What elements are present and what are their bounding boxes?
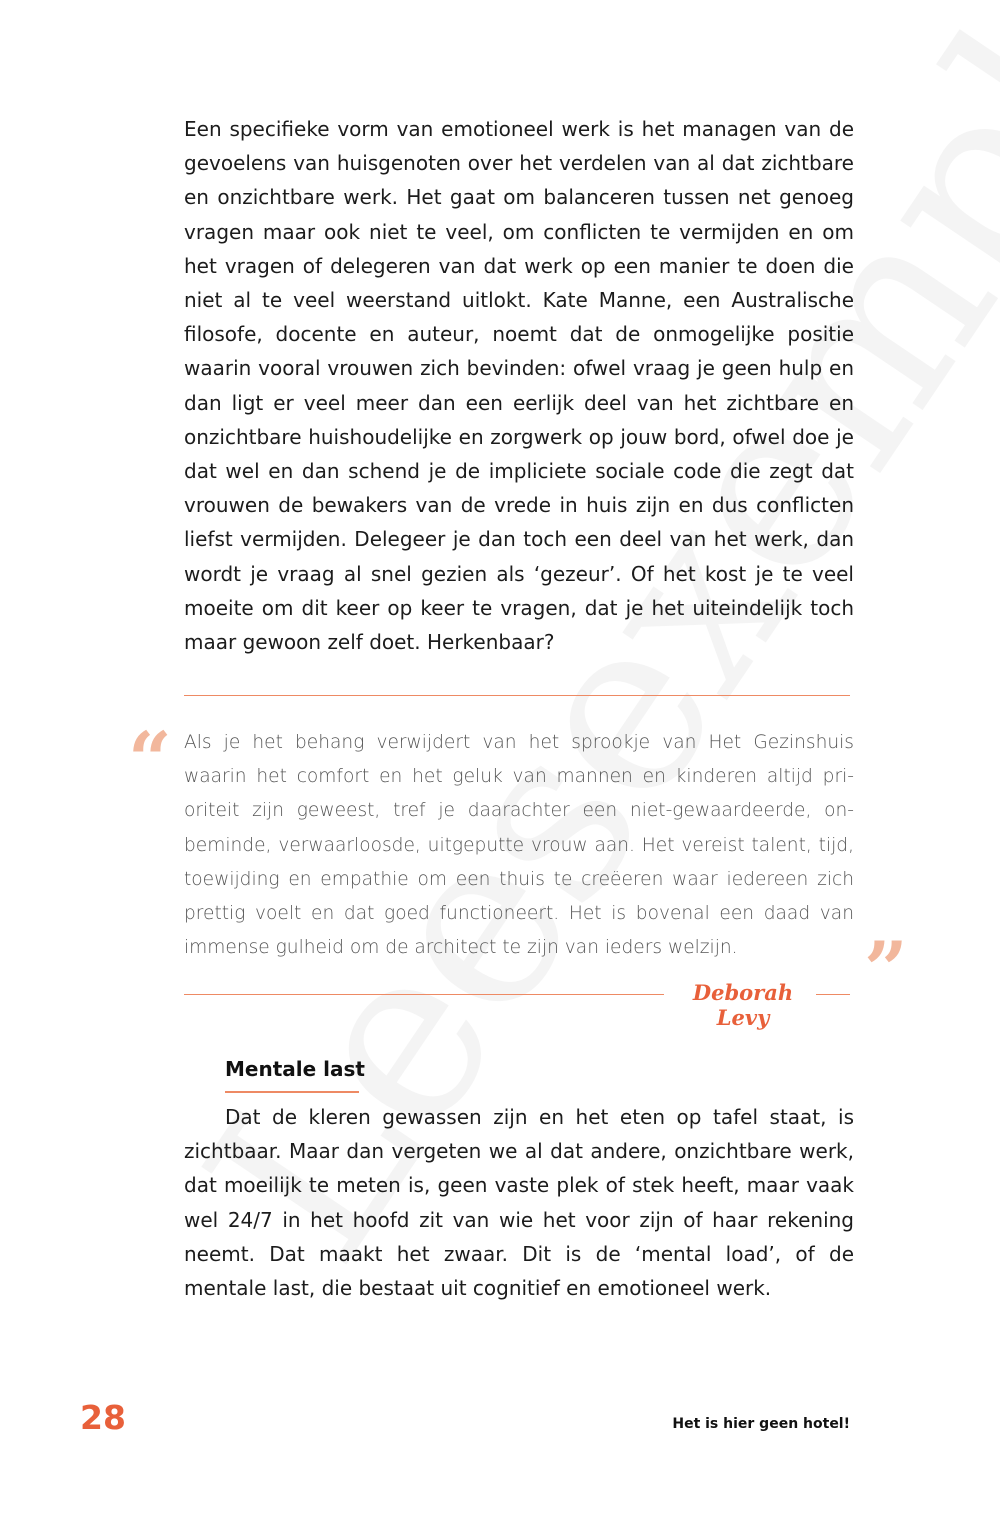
page-number: 28 [80, 1398, 126, 1437]
body-paragraph-1: Een specifieke vorm van emotioneel werk is het managen van de gevoelens van huisgenoten over het verdelen van al dat zichtbare en onzichtbare werk. Het gaat om balanceren tussen net genoeg vragen maar ook niet te veel, om conflicten te vermijden en om het vragen of delegeren van dat werk op een manier te doen die niet al te veel weerstand uitlokt. Kate Manne, een Australische filosofe, docente en auteur, noemt dat de onmogelijke positie waarin vooral vrouwen zich bevinden: ofwel vraag je geen hulp en dan ligt er veel meer dan een eerlijk deel van het zichtbare en onzichtbare huishoudelijke en zorgwerk op jouw bord, ofwel doe je dat wel en dan schend je de impliciete sociale code die zegt dat vrouwen de bewakers van de vrede in huis zijn en dus conflicten liefst vermijden. Delegeer je dan toch een deel van het werk, dan wordt je vraag al snel gezien als ‘gezeur’. Of het kost je te veel moeite om dit keer op keer te vragen, dat je het uiteindelijk toch maar gewoon zelf doet. Herkenbaar? [184, 117, 854, 655]
running-title: Het is hier geen hotel! [672, 1416, 850, 1432]
section-heading-underline [225, 1091, 359, 1093]
section-heading: Mentale last [225, 1057, 365, 1081]
quote-author: Deborah Levy [692, 980, 794, 1030]
pull-quote-text: Als je het behang verwijdert van het sprookje van Het Gezinshuis waarin het comfort en het geluk van mannen en kinderen altijd prioriteit zijn geweest, tref je daarachter een niet-gewaardeerde, onbeminde, verwaarloosde, uitgeputte vrouw aan. Het vereist talent, tijd, toewijding en empathie om een thuis te creëeren waar iedereen zich prettig voelt en dat goed functioneert. Het is bovenal een daad van immense gulheid om de architect te zijn van ieders welzijn. [184, 732, 854, 959]
quote-bottom-rule-left [184, 994, 664, 995]
quote-bottom-rule-right [816, 994, 850, 995]
close-quote-icon: ” [864, 925, 908, 1014]
body-paragraph-2: Dat de kleren gewassen zijn en het eten op tafel staat, is zichtbaar. Maar dan vergeten we al dat andere, onzichtbare werk, dat moeilijk te meten is, geen vaste plek of stek heeft, maar vaak wel 24/7 in het hoofd zit van wie het voor zijn of haar rekening neemt. Dat maakt het zwaar. Dit is de ‘mental load’, of de mentale last, die bestaat uit cognitief en emotioneel werk. [184, 1105, 854, 1301]
open-quote-icon: “ [128, 715, 172, 804]
quote-top-rule [184, 695, 850, 696]
